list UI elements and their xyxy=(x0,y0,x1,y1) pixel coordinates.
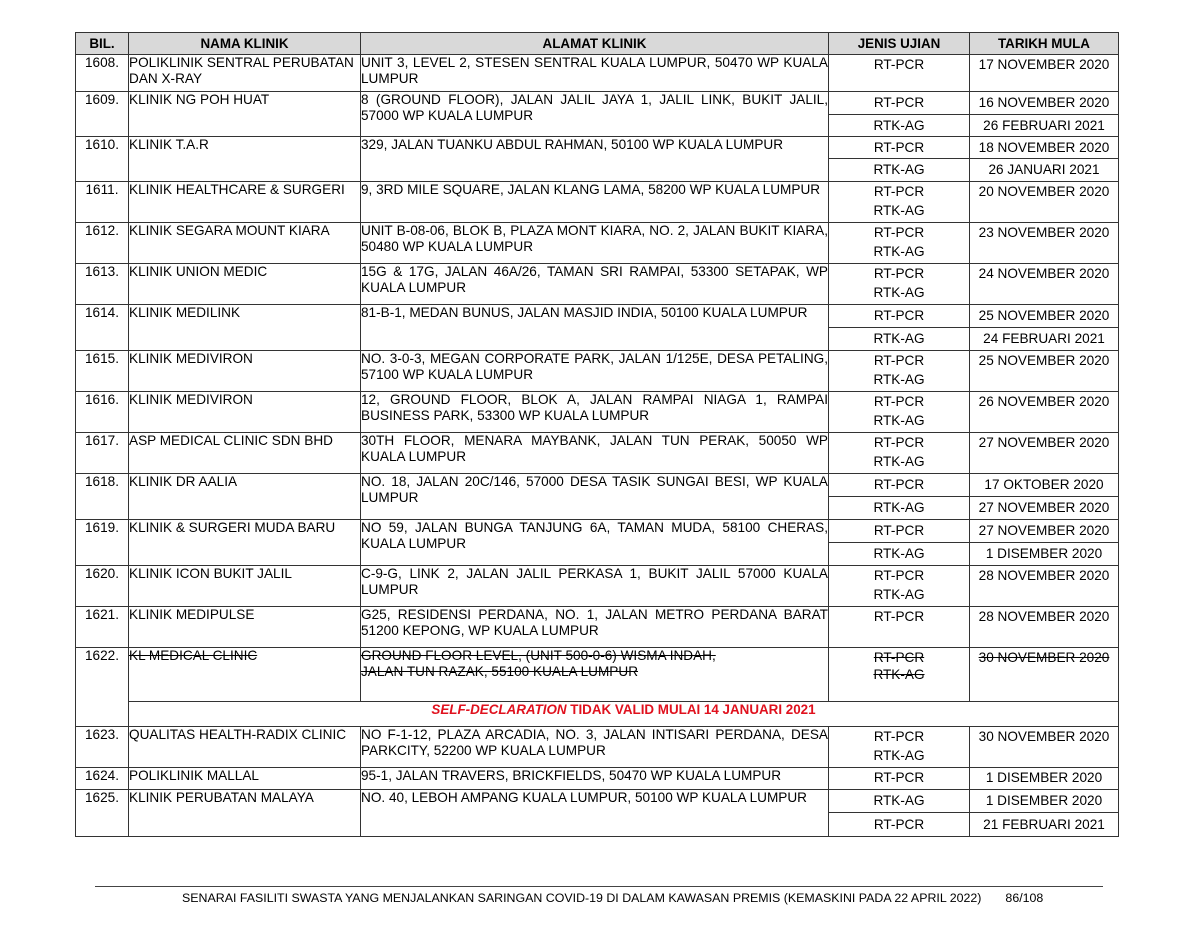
cell-tarikh xyxy=(970,182,1119,223)
cell-tarikh: 25 NOVEMBER 2020 xyxy=(970,305,1119,328)
tarikh-item: 26 NOVEMBER 2020 xyxy=(978,394,1110,409)
cell-bil: 1610. xyxy=(76,137,129,182)
cell-jenis: RTK-AG xyxy=(829,543,970,566)
cell-jenis xyxy=(829,223,970,264)
cell-bil: 1617. xyxy=(76,433,129,474)
cell-jenis xyxy=(829,768,970,790)
jenis-item: RT-PCR xyxy=(873,609,925,624)
cell-alamat: 9, 3RD MILE SQUARE, JALAN KLANG LAMA, 58200 WP KUALA LUMPUR xyxy=(361,182,829,223)
table-header-row xyxy=(76,33,1119,55)
cell-jenis xyxy=(829,433,970,474)
struck-alamat-line2: JALAN TUN RAZAK, 55100 KUALA LUMPUR xyxy=(361,664,639,679)
cell-tarikh: 18 NOVEMBER 2020 xyxy=(970,137,1119,159)
cell-alamat: NO. 3-0-3, MEGAN CORPORATE PARK, JALAN 1/125E, DESA PETALING, 57100 WP KUALA LUMPUR xyxy=(361,351,829,392)
struck-jenis-1: RTK-AG xyxy=(873,667,925,682)
struck-jenis-0: RT-PCR xyxy=(873,650,925,665)
table-row xyxy=(76,433,1119,474)
table-row xyxy=(76,727,1119,768)
cell-bil: 1615. xyxy=(76,351,129,392)
cell-alamat: NO 59, JALAN BUNGA TANJUNG 6A, TAMAN MUDA, 58100 CHERAS, KUALA LUMPUR xyxy=(361,520,829,566)
cell-jenis: RT-PCR xyxy=(829,137,970,159)
jenis-item: RT-PCR xyxy=(873,729,925,744)
cell-nama: KLINIK UNION MEDIC xyxy=(129,264,361,305)
cell-jenis xyxy=(829,182,970,223)
jenis-item: RT-PCR xyxy=(873,394,925,409)
cell-jenis xyxy=(829,264,970,305)
cell-bil: 1619. xyxy=(76,520,129,566)
cell-tarikh xyxy=(970,648,1119,702)
struck-alamat-line1: GROUND FLOOR LEVEL, (UNIT 500-0-6) WISMA INDAH, xyxy=(361,648,716,663)
table-row xyxy=(76,790,1119,813)
jenis-item: RTK-AG xyxy=(873,372,925,387)
struck-tarikh: 30 NOVEMBER 2020 xyxy=(978,650,1110,665)
notice-italic: SELF-DECLARATION xyxy=(431,702,567,718)
cell-nama: POLIKLINIK MALLAL xyxy=(129,768,361,790)
cell-bil: 1611. xyxy=(76,182,129,223)
cell-jenis: RT-PCR xyxy=(829,92,970,115)
cell-nama: KLINIK ICON BUKIT JALIL xyxy=(129,566,361,607)
cell-tarikh: 16 NOVEMBER 2020 xyxy=(970,92,1119,115)
cell-alamat: 95-1, JALAN TRAVERS, BRICKFIELDS, 50470 WP KUALA LUMPUR xyxy=(361,768,829,790)
cell-nama: KLINIK MEDILINK xyxy=(129,305,361,351)
cell-nama: KLINIK MEDIVIRON xyxy=(129,392,361,433)
cell-alamat: UNIT B-08-06, BLOK B, PLAZA MONT KIARA, NO. 2, JALAN BUKIT KIARA, 50480 WP KUALA LUMPUR xyxy=(361,223,829,264)
cell-bil: 1616. xyxy=(76,392,129,433)
table-body xyxy=(76,55,1119,648)
jenis-item: RT-PCR xyxy=(873,225,925,240)
struck-row-group xyxy=(76,648,1119,727)
notice-row xyxy=(76,702,1119,727)
cell-tarikh xyxy=(970,264,1119,305)
jenis-item: RTK-AG xyxy=(873,203,925,218)
notice-text xyxy=(129,702,1119,727)
cell-bil: 1613. xyxy=(76,264,129,305)
tarikh-item: 28 NOVEMBER 2020 xyxy=(978,609,1110,624)
table-row xyxy=(76,351,1119,392)
clinic-table xyxy=(75,32,1119,837)
cell-alamat xyxy=(361,648,829,702)
cell-nama: KLINIK & SURGERI MUDA BARU xyxy=(129,520,361,566)
cell-bil: 1622. xyxy=(76,648,129,727)
cell-tarikh: 26 FEBRUARI 2021 xyxy=(970,115,1119,137)
footer-text: SENARAI FASILITI SWASTA YANG MENJALANKAN SARINGAN COVID-19 DI DALAM KAWASAN PREMIS (KEMASKINI PADA 22 APRIL 2022) xyxy=(182,891,982,905)
cell-alamat: C-9-G, LINK 2, JALAN JALIL PERKASA 1, BUKIT JALIL 57000 KUALA LUMPUR xyxy=(361,566,829,607)
table-row xyxy=(76,92,1119,115)
cell-bil: 1621. xyxy=(76,607,129,648)
cell-jenis: RT-PCR xyxy=(829,520,970,543)
footer xyxy=(182,891,1043,905)
cell-nama: KLINIK DR AALIA xyxy=(129,474,361,520)
cell-tarikh xyxy=(970,433,1119,474)
jenis-item: RTK-AG xyxy=(873,748,925,763)
cell-jenis: RTK-AG xyxy=(829,790,970,813)
tarikh-item: 28 NOVEMBER 2020 xyxy=(978,568,1110,583)
cell-nama: KLINIK HEALTHCARE & SURGERI xyxy=(129,182,361,223)
table-row xyxy=(76,182,1119,223)
cell-bil: 1618. xyxy=(76,474,129,520)
cell-jenis xyxy=(829,392,970,433)
cell-nama: KLINIK MEDIVIRON xyxy=(129,351,361,392)
cell-nama: ASP MEDICAL CLINIC SDN BHD xyxy=(129,433,361,474)
jenis-item: RTK-AG xyxy=(873,587,925,602)
cell-bil: 1612. xyxy=(76,223,129,264)
cell-jenis xyxy=(829,727,970,768)
table-row xyxy=(76,55,1119,92)
cell-nama: KLINIK NG POH HUAT xyxy=(129,92,361,137)
cell-alamat: 8 (GROUND FLOOR), JALAN JALIL JAYA 1, JALIL LINK, BUKIT JALIL, 57000 WP KUALA LUMPUR xyxy=(361,92,829,137)
table-row xyxy=(76,474,1119,497)
cell-jenis: RTK-AG xyxy=(829,328,970,351)
page-number: 86/108 xyxy=(1005,891,1044,905)
cell-alamat: 15G & 17G, JALAN 46A/26, TAMAN SRI RAMPAI, 53300 SETAPAK, WP KUALA LUMPUR xyxy=(361,264,829,305)
header-alamat: ALAMAT KLINIK xyxy=(361,33,829,55)
cell-jenis: RT-PCR xyxy=(829,305,970,328)
header-bil: BIL. xyxy=(76,33,129,55)
cell-tarikh xyxy=(970,768,1119,790)
cell-jenis xyxy=(829,607,970,648)
cell-tarikh xyxy=(970,223,1119,264)
table-row xyxy=(76,392,1119,433)
cell-bil: 1623. xyxy=(76,727,129,768)
jenis-item: RT-PCR xyxy=(873,184,925,199)
cell-tarikh: 17 OKTOBER 2020 xyxy=(970,474,1119,497)
cell-tarikh xyxy=(970,727,1119,768)
cell-bil: 1625. xyxy=(76,790,129,837)
jenis-item: RTK-AG xyxy=(873,244,925,259)
tarikh-item: 27 NOVEMBER 2020 xyxy=(978,435,1110,450)
cell-nama: KLINIK T.A.R xyxy=(129,137,361,182)
footer-divider xyxy=(95,886,1103,887)
cell-jenis xyxy=(829,55,970,92)
cell-alamat: NO. 18, JALAN 20C/146, 57000 DESA TASIK SUNGAI BESI, WP KUALA LUMPUR xyxy=(361,474,829,520)
cell-nama: QUALITAS HEALTH-RADIX CLINIC xyxy=(129,727,361,768)
cell-jenis xyxy=(829,566,970,607)
tarikh-item: 25 NOVEMBER 2020 xyxy=(978,353,1110,368)
cell-jenis: RTK-AG xyxy=(829,159,970,182)
header-tarikh: TARIKH MULA xyxy=(970,33,1119,55)
table-row xyxy=(76,768,1119,790)
jenis-item: RT-PCR xyxy=(873,568,925,583)
tarikh-item: 17 NOVEMBER 2020 xyxy=(978,57,1110,72)
cell-alamat: 12, GROUND FLOOR, BLOK A, JALAN RAMPAI NIAGA 1, RAMPAI BUSINESS PARK, 53300 WP KUALA LUMPUR xyxy=(361,392,829,433)
cell-tarikh xyxy=(970,392,1119,433)
cell-tarikh xyxy=(970,55,1119,92)
jenis-item: RT-PCR xyxy=(873,57,925,72)
table-row xyxy=(76,648,1119,702)
jenis-item: RTK-AG xyxy=(873,454,925,469)
cell-bil: 1624. xyxy=(76,768,129,790)
table-row xyxy=(76,305,1119,328)
table-row xyxy=(76,137,1119,159)
header-jenis: JENIS UJIAN xyxy=(829,33,970,55)
table-row xyxy=(76,607,1119,648)
cell-tarikh xyxy=(970,351,1119,392)
cell-alamat: 329, JALAN TUANKU ABDUL RAHMAN, 50100 WP KUALA LUMPUR xyxy=(361,137,829,182)
cell-nama: POLIKLINIK SENTRAL PERUBATAN DAN X-RAY xyxy=(129,55,361,92)
cell-alamat: 81-B-1, MEDAN BUNUS, JALAN MASJID INDIA, 50100 KUALA LUMPUR xyxy=(361,305,829,351)
table-row xyxy=(76,223,1119,264)
cell-tarikh xyxy=(970,607,1119,648)
cell-jenis xyxy=(829,648,970,702)
cell-alamat: UNIT 3, LEVEL 2, STESEN SENTRAL KUALA LUMPUR, 50470 WP KUALA LUMPUR xyxy=(361,55,829,92)
jenis-item: RT-PCR xyxy=(873,266,925,281)
jenis-item: RT-PCR xyxy=(873,435,925,450)
cell-jenis: RT-PCR xyxy=(829,813,970,837)
jenis-item: RT-PCR xyxy=(873,353,925,368)
cell-tarikh: 27 NOVEMBER 2020 xyxy=(970,497,1119,520)
cell-nama: KLINIK SEGARA MOUNT KIARA xyxy=(129,223,361,264)
tarikh-item: 24 NOVEMBER 2020 xyxy=(978,266,1110,281)
cell-tarikh xyxy=(970,566,1119,607)
cell-nama: KLINIK MEDIPULSE xyxy=(129,607,361,648)
cell-tarikh: 24 FEBRUARI 2021 xyxy=(970,328,1119,351)
table-body-after xyxy=(76,727,1119,837)
cell-alamat: G25, RESIDENSI PERDANA, NO. 1, JALAN METRO PERDANA BARAT 51200 KEPONG, WP KUALA LUMPUR xyxy=(361,607,829,648)
struck-nama: KL MEDICAL CLINIC xyxy=(129,648,258,663)
cell-tarikh: 26 JANUARI 2021 xyxy=(970,159,1119,182)
jenis-item: RT-PCR xyxy=(873,770,925,785)
cell-bil: 1608. xyxy=(76,55,129,92)
cell-tarikh: 1 DISEMBER 2020 xyxy=(970,790,1119,813)
cell-tarikh: 1 DISEMBER 2020 xyxy=(970,543,1119,566)
jenis-item: RTK-AG xyxy=(873,285,925,300)
cell-bil: 1614. xyxy=(76,305,129,351)
cell-alamat: NO. 40, LEBOH AMPANG KUALA LUMPUR, 50100 WP KUALA LUMPUR xyxy=(361,790,829,837)
cell-tarikh: 27 NOVEMBER 2020 xyxy=(970,520,1119,543)
cell-nama: KLINIK PERUBATAN MALAYA xyxy=(129,790,361,837)
jenis-item: RTK-AG xyxy=(873,413,925,428)
cell-alamat: 30TH FLOOR, MENARA MAYBANK, JALAN TUN PERAK, 50050 WP KUALA LUMPUR xyxy=(361,433,829,474)
header-nama: NAMA KLINIK xyxy=(129,33,361,55)
notice-rest: TIDAK VALID MULAI 14 JANUARI 2021 xyxy=(566,702,816,718)
cell-bil: 1620. xyxy=(76,566,129,607)
cell-jenis: RTK-AG xyxy=(829,497,970,520)
cell-bil: 1609. xyxy=(76,92,129,137)
tarikh-item: 20 NOVEMBER 2020 xyxy=(978,184,1110,199)
tarikh-item: 23 NOVEMBER 2020 xyxy=(978,225,1110,240)
tarikh-item: 1 DISEMBER 2020 xyxy=(985,770,1103,785)
table-row xyxy=(76,264,1119,305)
table-row xyxy=(76,520,1119,543)
cell-jenis: RT-PCR xyxy=(829,474,970,497)
tarikh-item: 30 NOVEMBER 2020 xyxy=(978,729,1110,744)
cell-jenis xyxy=(829,351,970,392)
table-row xyxy=(76,566,1119,607)
cell-nama xyxy=(129,648,361,702)
cell-jenis: RTK-AG xyxy=(829,115,970,137)
cell-tarikh: 21 FEBRUARI 2021 xyxy=(970,813,1119,837)
cell-alamat: NO F-1-12, PLAZA ARCADIA, NO. 3, JALAN INTISARI PERDANA, DESA PARKCITY, 52200 WP KUALA LUMPUR xyxy=(361,727,829,768)
